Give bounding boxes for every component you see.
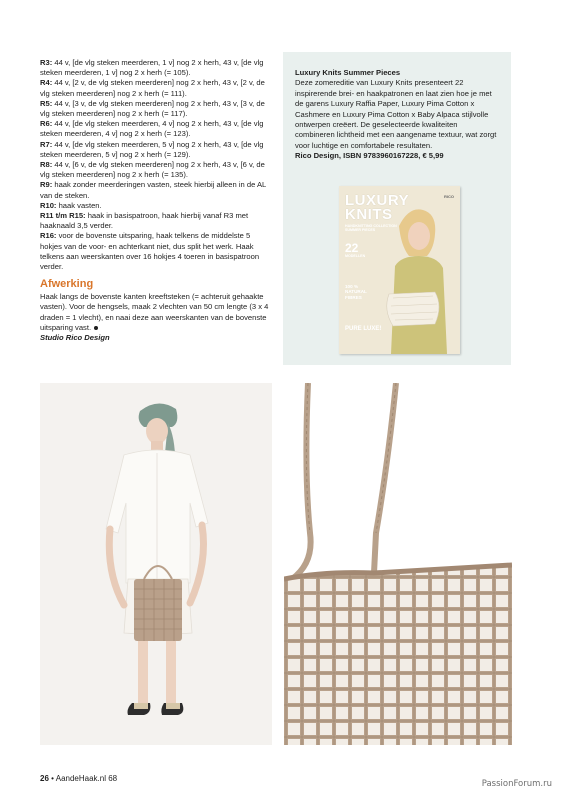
instruction-row	[40, 231, 272, 272]
instruction-label: R10:	[40, 200, 57, 210]
instruction-text: 44 v, [de vlg steken meerderen, 4 v] nog 2 x herh, 43 v, [de vlg steken meerderen, 4 v] nog 2 x herh (= 123).	[40, 119, 264, 139]
instruction-text: haak in basispatroon, haak hierbij vanaf R3 met haaknaald 3,5 verder.	[40, 211, 249, 231]
watermark: PassionForum.ru	[481, 779, 552, 789]
instructions-column	[40, 58, 272, 343]
cover-brand: RICO	[444, 194, 454, 199]
instruction-text: voor de bovenste uitsparing, haak telkens de middelste 5 hokjes van de voor- en achterkant niet, dus split het werk. Haak telkens aan weerskanten over 16 hokjes 4 toeren in basispatroon verder.	[40, 231, 260, 272]
page-number: 26	[40, 774, 49, 783]
cover-models: MODELLEN	[345, 254, 366, 258]
model-illustration	[40, 383, 272, 745]
finishing-heading: Afwerking	[40, 278, 94, 291]
instruction-text: 44 v, [de vlg steken meerderen, 5 v] nog 2 x herh, 43 v, [de vlg steken meerderen, 5 v] nog 2 x herh (= 129).	[40, 139, 264, 159]
cover-natural: 100 % NATURAL FIBRES	[345, 284, 367, 300]
cover-title-line2: KNITS	[345, 206, 393, 223]
instructions-list	[40, 58, 272, 272]
instruction-row	[40, 180, 272, 200]
cover-title	[345, 194, 409, 222]
instruction-row	[40, 78, 272, 98]
instruction-row	[40, 58, 272, 78]
instruction-text: 44 v, [6 v, de vlg steken meerderen] nog 2 x herh, 43 v, [6 v, de vlg steken meerderen] nog 2 x herh (= 135).	[40, 160, 265, 180]
finishing-body: Haak langs de bovenste kanten kreeftsteken (= achteruit gehaakte vasten). Voor de hengsels, maak 2 vlechten van 50 cm lengte (3 x 4 draden = 1 vlecht), en naai deze aan weerskanten van de bovenste uitsparing vast.	[40, 292, 269, 332]
instruction-row	[40, 99, 272, 119]
instruction-label: R9:	[40, 180, 53, 190]
bag-closeup-illustration	[284, 383, 512, 745]
book-description: Deze zomereditie van Luxury Knits presenteert 22 inspirerende brei- en haakpatronen en laat zien hoe je met de garens Luxury Raffia Paper, Luxury Pima Cotton x Cashmere en Luxury Pima Cotton x Baby Alpaca stijlvolle ontwerpen creëert. De geselecteerde kwaliteiten combineren lichtheid met een aangename textuur, wat zorgt voor luchtige en comfortabele resultaten.	[295, 78, 497, 150]
instruction-text: 44 v, [3 v, de vlg steken meerderen] nog 2 x herh, 43 v, [3 v, de vlg steken meerderen] nog 2 x herh (= 117).	[40, 98, 265, 119]
instruction-label: R16:	[40, 231, 57, 241]
instruction-label: R6:	[40, 119, 53, 129]
model-photo	[40, 383, 272, 745]
book-cover	[339, 186, 460, 354]
book-title: Luxury Knits Summer Pieces	[295, 68, 401, 77]
instruction-label: R5:	[40, 98, 53, 108]
designer-credit: Studio Rico Design	[40, 333, 110, 343]
book-isbn: Rico Design, ISBN 9783960167228, € 5,99	[295, 151, 444, 161]
instruction-text: haak zonder meerderingen vasten, steek hierbij alleen in de AL van de steken.	[40, 180, 266, 200]
instruction-row	[40, 119, 272, 139]
cover-number: 22	[345, 241, 359, 255]
instruction-label: R7:	[40, 139, 53, 149]
instruction-text: haak vasten.	[56, 200, 102, 210]
cover-pure: PURE LUXE!	[345, 326, 382, 332]
instruction-row	[40, 160, 272, 180]
end-bullet	[94, 326, 98, 330]
bag-closeup-photo	[284, 383, 512, 745]
cover-title-line1: LUXURY	[345, 192, 410, 209]
finishing-text	[40, 292, 272, 333]
instruction-label: R4:	[40, 78, 53, 88]
instruction-text: 44 v, [de vlg steken meerderen, 1 v] nog 2 x herh, 43 v, [de vlg steken meerderen, 1 v] nog 2 x herh (= 105).	[40, 58, 264, 78]
instruction-row	[40, 211, 272, 231]
instruction-row	[40, 201, 272, 211]
instruction-label: R3:	[40, 58, 53, 67]
page-footer	[40, 774, 117, 784]
instruction-row	[40, 140, 272, 160]
instruction-label: R11 t/m R15:	[40, 211, 86, 221]
footer-bullet: •	[51, 774, 54, 783]
footer-source: AandeHaak.nl 68	[55, 774, 118, 783]
instruction-text: 44 v, [2 v, de vlg steken meerderen] nog 2 x herh, 43 v, [2 v, de vlg steken meerderen] nog 2 x herh (= 111).	[40, 78, 265, 98]
instruction-label: R8:	[40, 160, 53, 170]
cover-subtitle: HANDKNITTING COLLECTION SUMMER PIECES	[345, 224, 397, 233]
